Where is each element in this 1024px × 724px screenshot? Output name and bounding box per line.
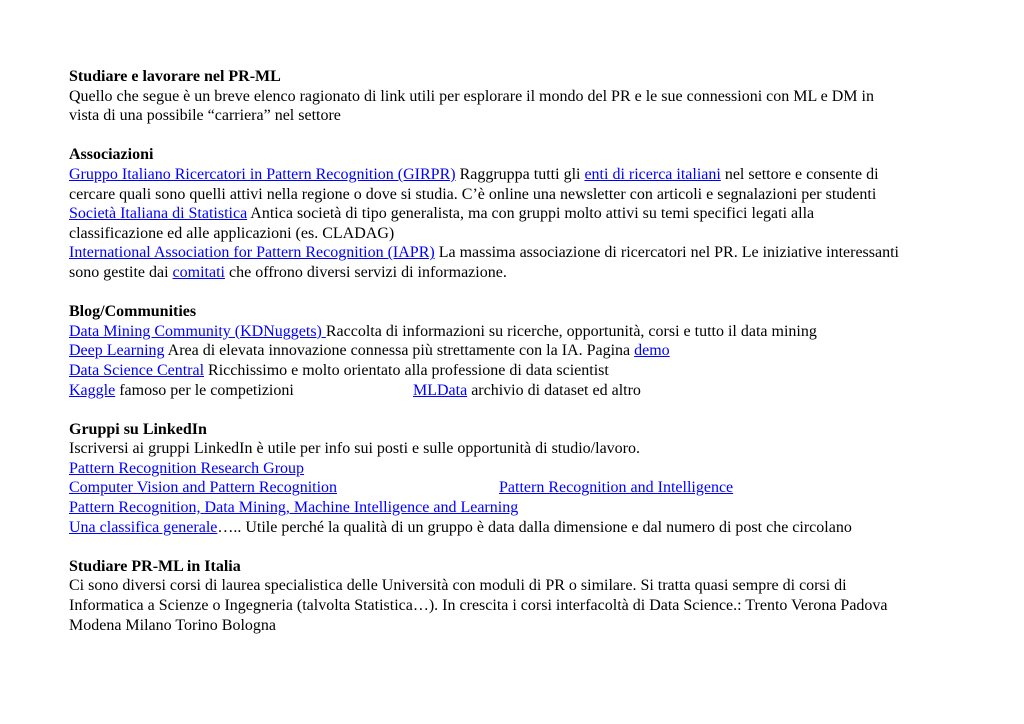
section-title-associazioni: Associazioni [69,146,154,164]
mldata-text: archivio di dataset ed altro [467,381,641,399]
dsc-link[interactable]: Data Science Central [69,361,205,379]
girpr-text-1: Raggruppa tutti gli [455,165,585,183]
classifica-link[interactable]: Una classifica generale [69,518,218,536]
prdm-line [69,498,959,518]
intro-line-1: Quello che segue è un breve elenco ragionato di link utili per esplorare il mondo del PR e le sue connessioni con ML e DM in [69,87,874,105]
pr-intelligence-group [499,478,733,498]
classifica-text: ….. Utile perché la qualità di un gruppo è data dalla dimensione e dal numero di post che circolano [217,518,852,536]
demo-link[interactable]: demo [634,342,670,360]
sis-link[interactable]: Società Italiana di Statistica [69,205,248,223]
girpr-text-2: nel settore e consente di [720,165,879,183]
deep-learning-link[interactable]: Deep Learning [69,342,165,360]
deep-learning-text: Area di elevata innovazione connessa più strettamente con la IA. Pagina [164,342,635,360]
dsc-line [69,361,959,381]
dsc-text: Ricchissimo e molto orientato alla professione di data scientist [204,361,609,379]
prrg-line [69,459,959,479]
sis-text: Antica società di tipo generalista, ma con gruppi molto attivi su temi specifici legati alla [247,205,815,223]
classifica-line [69,518,959,538]
kaggle-text: famoso per le competizioni [115,381,294,399]
pr-dm-mi-link[interactable]: Pattern Recognition, Data Mining, Machine Intelligence and Learning [69,499,519,517]
iapr-text-3: che offrono diversi servizi di informazione. [224,263,507,281]
enti-ricerca-link[interactable]: enti di ricerca italiani [584,165,721,183]
linkedin-intro: Iscriversi ai gruppi LinkedIn è utile per info sui posti e sulle opportunità di studio/lavoro. [69,440,640,458]
kdnuggets-link[interactable]: Data Mining Community (KDNuggets) [69,322,326,340]
document-body [69,67,959,635]
sis-line-2: classificazione ed alle applicazioni (es. CLADAG) [69,224,395,242]
kaggle-link[interactable]: Kaggle [69,381,116,399]
section-title-intro: Studiare e lavorare nel PR-ML [69,68,281,85]
cvpr-line [69,478,959,498]
sis-line [69,204,959,224]
italia-line-1: Ci sono diversi corsi di laurea specialistica delle Università con moduli di PR o similare. Si tratta quasi sempre di corsi di [69,577,847,595]
spacer [69,537,959,557]
pr-research-group-link[interactable]: Pattern Recognition Research Group [69,459,305,477]
intro-line-2: vista di una possibile “carriera” nel settore [69,107,341,125]
kdnuggets-text: Raccolta di informazioni su ricerche, opportunità, corsi e tutto il data mining [325,322,817,340]
spacer [69,283,959,303]
iapr-line [69,243,959,263]
kdnuggets-line [69,322,959,342]
mldata-group [413,381,641,401]
spacer [69,400,959,420]
section-title-italia: Studiare PR-ML in Italia [69,557,241,575]
comitati-link[interactable]: comitati [172,263,225,281]
girpr-line-2: cercare quali sono quelli attivi nella regione o dove si studia. C’è online una newsletter con articoli e segnalazioni per studenti [69,185,877,203]
deep-learning-line [69,341,959,361]
kaggle-line [69,381,959,401]
mldata-link[interactable]: MLData [413,381,468,399]
italia-line-3: Modena Milano Torino Bologna [69,616,277,634]
italia-line-2: Informatica a Scienze o Ingegneria (talvolta Statistica…). In crescita i corsi interfacoltà di Data Science.: Trento Verona Padova [69,597,888,615]
iapr-text-1: La massima associazione di ricercatori nel PR. Le iniziative interessanti [434,244,899,262]
pr-intelligence-link[interactable]: Pattern Recognition and Intelligence [499,479,734,497]
section-title-blog: Blog/Communities [69,303,197,321]
girpr-link[interactable]: Gruppo Italiano Ricercatori in Pattern Recognition (GIRPR) [69,165,456,183]
iapr-line-2 [69,263,959,283]
girpr-line [69,165,959,185]
cv-pattern-recognition-link[interactable]: Computer Vision and Pattern Recognition [69,479,338,497]
section-title-linkedin: Gruppi su LinkedIn [69,420,207,438]
iapr-link[interactable]: International Association for Pattern Recognition (IAPR) [69,244,435,262]
iapr-text-2: sono gestite dai [69,263,173,281]
spacer [69,126,959,146]
